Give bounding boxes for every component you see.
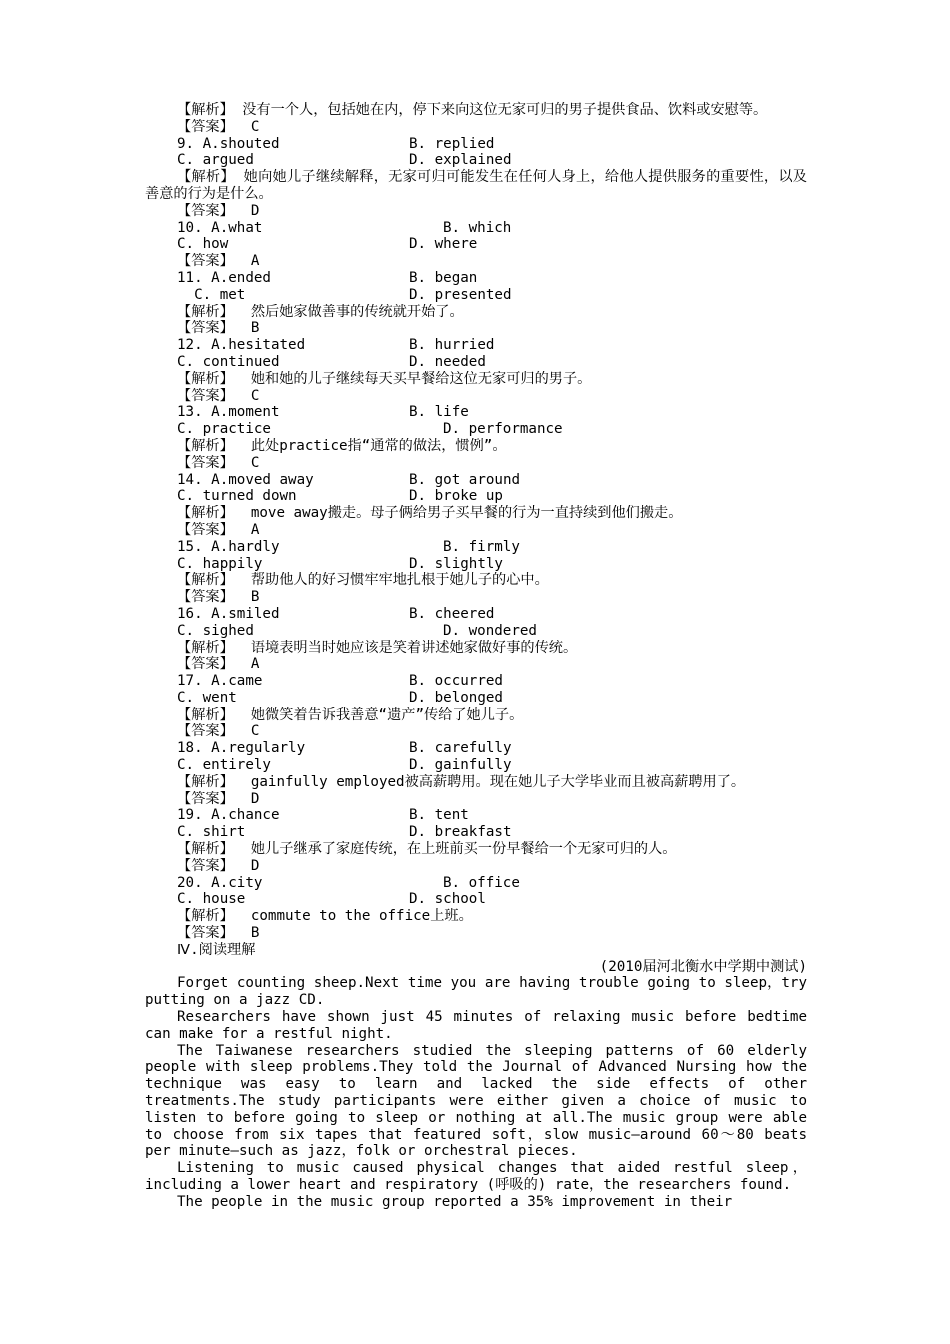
option-left: 18. A.regularly — [177, 740, 306, 757]
option-line — [145, 740, 807, 757]
option-left: C. continued — [177, 353, 280, 370]
option-line — [145, 807, 807, 824]
option-left: C. went — [177, 689, 237, 706]
option-right: D. performance — [443, 421, 563, 438]
reading-paragraph: Forget counting sheep.Next time you are having trouble going to sleep，try putting on a jazz CD. — [145, 975, 807, 1009]
option-left: 13. A.moment — [177, 404, 280, 421]
option-left: C. how — [177, 236, 229, 253]
option-right: B. replied — [409, 135, 495, 152]
option-right: D. wondered — [443, 622, 537, 639]
option-right: B. hurried — [409, 337, 495, 354]
option-right: D. presented — [409, 286, 512, 303]
option-left: C. practice — [177, 421, 271, 438]
answer-line: 【答案】 A — [177, 253, 260, 270]
analysis-line: 【解析】 gainfully employed被高薪聘用。现在她儿子大学毕业而且被高薪聘用了。 — [177, 773, 746, 790]
analysis-line: 【解析】 她微笑着告诉我善意“遗产”传给了她儿子。 — [177, 706, 524, 723]
reading-paragraph: Researchers have shown just 45 minutes of relaxing music before bedtime can make for a restful night. — [145, 1009, 807, 1042]
option-left: C. met — [177, 286, 246, 303]
analysis-paragraph: 【解析】 没有一个人，包括她在内，停下来向这位无家可归的男子提供食品、饮料或安慰等。 — [177, 102, 768, 118]
option-left: 19. A.chance — [177, 807, 280, 824]
option-line — [145, 236, 807, 253]
option-line — [145, 152, 807, 169]
option-left: 20. A.city — [177, 874, 263, 891]
document-body — [145, 102, 807, 1211]
option-left: C. entirely — [177, 757, 271, 774]
option-line — [145, 354, 807, 371]
option-right: B. cheered — [409, 605, 495, 622]
source-note: (2010届河北衡水中学期中测试) — [599, 958, 807, 975]
option-left: 10. A.what — [177, 219, 263, 236]
answer-line: 【答案】 C — [177, 723, 260, 740]
option-right: D. gainfully — [409, 757, 512, 774]
answer-line: 【答案】 B — [177, 925, 260, 942]
option-right: B. began — [409, 269, 478, 286]
analysis-line: 【解析】 此处practice指“通常的做法，惯例”。 — [177, 437, 507, 454]
reading-paragraph: Listening to music caused physical changes that aided restful sleep，including a lower heart and respiratory (呼吸的) rate，the researchers found. — [145, 1160, 807, 1193]
option-right: B. office — [443, 874, 520, 891]
answer-line: 【答案】 A — [177, 656, 260, 673]
option-left: C. shirt — [177, 824, 246, 841]
option-right: D. explained — [409, 152, 512, 169]
option-line — [145, 220, 807, 237]
option-left: 17. A.came — [177, 673, 263, 690]
option-right: D. slightly — [409, 555, 503, 572]
option-line — [145, 891, 807, 908]
option-line — [145, 623, 807, 640]
option-line — [145, 757, 807, 774]
option-left: C. happily — [177, 555, 263, 572]
option-line — [145, 488, 807, 505]
option-left: 12. A.hesitated — [177, 337, 306, 354]
option-line — [145, 270, 807, 287]
option-line — [145, 824, 807, 841]
analysis-line: 【解析】 然后她家做善事的传统就开始了。 — [177, 303, 464, 320]
answer-line: 【答案】 C — [177, 454, 260, 471]
option-line — [145, 673, 807, 690]
option-line — [145, 556, 807, 573]
option-right: D. breakfast — [409, 824, 512, 841]
option-left: 11. A.ended — [177, 269, 271, 286]
option-line — [145, 539, 807, 556]
option-right: B. occurred — [409, 673, 503, 690]
option-left: C. argued — [177, 152, 254, 169]
analysis-line: 【解析】 commute to the office上班。 — [177, 908, 473, 925]
analysis-line: 【解析】 她儿子继承了家庭传统，在上班前买一份早餐给一个无家可归的人。 — [177, 841, 677, 858]
section-heading: Ⅳ.阅读理解 — [177, 941, 256, 958]
analysis-paragraph: 【解析】 她向她儿子继续解释，无家可归可能发生在任何人身上，给他人提供服务的重要性，以及善意的行为是什么。 — [145, 169, 807, 202]
option-right: B. got around — [409, 471, 521, 488]
option-left: C. sighed — [177, 622, 254, 639]
analysis-line: 【解析】 她和她的儿子继续每天买早餐给这位无家可归的男子。 — [177, 370, 592, 387]
option-line — [145, 337, 807, 354]
option-right: D. belonged — [409, 689, 503, 706]
answer-line: 【答案】 B — [177, 589, 260, 606]
option-left: C. house — [177, 891, 246, 908]
option-right: D. broke up — [409, 488, 503, 505]
analysis-line: 【解析】 move away搬走。母子俩给男子买早餐的行为一直持续到他们搬走。 — [177, 505, 683, 522]
option-left: 16. A.smiled — [177, 605, 280, 622]
option-line — [145, 421, 807, 438]
analysis-line: 【解析】 语境表明当时她应该是笑着讲述她家做好事的传统。 — [177, 639, 578, 656]
answer-line: 【答案】 D — [177, 857, 260, 874]
option-line — [145, 404, 807, 421]
option-line — [145, 136, 807, 153]
option-right: D. where — [409, 236, 478, 253]
option-line — [145, 690, 807, 707]
option-line — [145, 287, 807, 304]
option-right: B. carefully — [409, 740, 512, 757]
option-right: B. life — [409, 404, 469, 421]
option-line — [145, 606, 807, 623]
option-right: D. school — [409, 891, 486, 908]
answer-line: 【答案】 D — [177, 202, 260, 219]
answer-line: 【答案】 B — [177, 320, 260, 337]
option-right: B. which — [443, 219, 512, 236]
option-right: D. needed — [409, 353, 486, 370]
option-left: 9. A.shouted — [177, 135, 280, 152]
option-right: B. firmly — [443, 538, 520, 555]
option-line — [145, 472, 807, 489]
reading-paragraph: The people in the music group reported a 35% improvement in their — [177, 1193, 733, 1210]
option-left: 14. A.moved away — [177, 471, 314, 488]
option-line — [145, 875, 807, 892]
answer-line: 【答案】 A — [177, 521, 260, 538]
option-left: 15. A.hardly — [177, 538, 280, 555]
answer-line: 【答案】 C — [177, 118, 260, 135]
answer-line: 【答案】 C — [177, 387, 260, 404]
option-left: C. turned down — [177, 488, 297, 505]
reading-paragraph: The Taiwanese researchers studied the sleeping patterns of 60 elderly people with sleep problems.They told the Journal of Advanced Nursing how the technique was easy to learn and lacked the side effects of other treatments.The study participants were either given a choice of music to listen to before going to sleep or nothing at all.The music group were able to choose from six tapes that featured soft，slow music—around 60～80 beats per minute—such as jazz，folk or orchestral pieces. — [145, 1042, 807, 1160]
answer-line: 【答案】 D — [177, 790, 260, 807]
option-right: B. tent — [409, 807, 469, 824]
analysis-line: 【解析】 帮助他人的好习惯牢牢地扎根于她儿子的心中。 — [177, 572, 549, 589]
